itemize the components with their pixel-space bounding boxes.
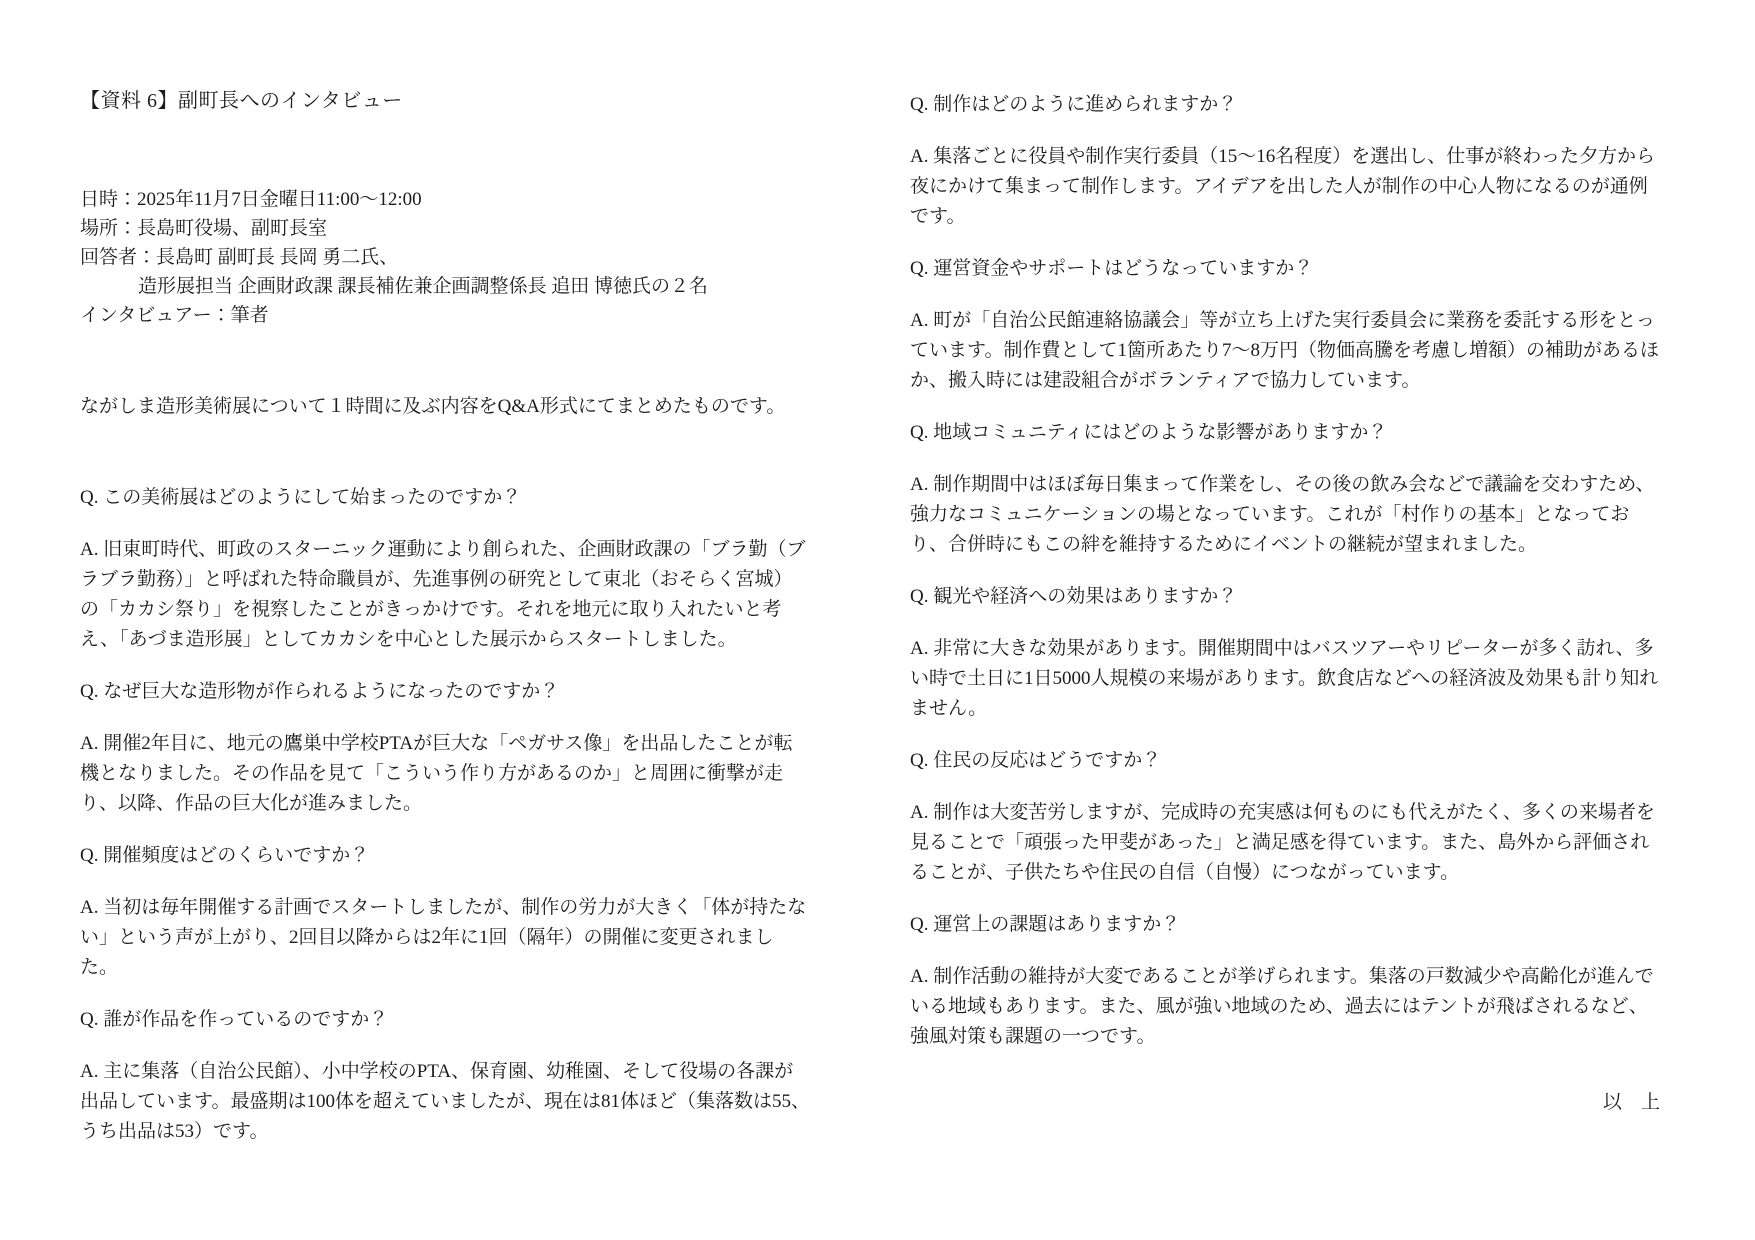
- answer-paragraph: A. 当初は毎年開催する計画でスタートしましたが、制作の労力が大きく「体が持たない」という声が上がり、2回目以降からは2年に1回（隔年）の開催に変更されました。: [80, 897, 807, 978]
- answer-paragraph: A. 旧東町時代、町政のスターニック運動により創られた、企画財政課の「ブラ勤（ブラブラ勤務）」と呼ばれた特命職員が、先進事例の研究として東北（おそらく宮城）の「カカシ祭り」を視察したことがきっかけです。それを地元に取り入れたいと考え、「あづま造形展」としてカカシを中心とした展示からスタートしました。: [80, 539, 806, 650]
- question-paragraph: Q. 制作はどのように進められますか？: [910, 94, 1238, 115]
- left-column: [80, 86, 810, 1147]
- intro-paragraph: ながしま造形美術展について１時間に及ぶ内容をQ&A形式にてまとめたものです。: [80, 396, 786, 417]
- question-paragraph: Q. 誰が作品を作っているのですか？: [80, 1009, 389, 1030]
- meta-respondents-line1: 回答者：長島町 副町長 長岡 勇二氏、: [80, 247, 399, 268]
- right-column: [910, 86, 1662, 1137]
- question-paragraph: Q. 観光や経済への効果はありますか？: [910, 586, 1238, 607]
- answer-paragraph: A. 町が「自治公民館連絡協議会」等が立ち上げた実行委員会に業務を委託する形をとっています。制作費として1箇所あたり7～8万円（物価高騰を考慮し増額）の補助があるほか、搬入時には建設組合がボランティアで協力しています。: [910, 310, 1659, 391]
- meta-interviewer: インタビュアー：筆者: [80, 305, 269, 326]
- question-paragraph: Q. 運営資金やサポートはどうなっていますか？: [910, 258, 1314, 279]
- meta-datetime: 日時：2025年11月7日金曜日11:00～12:00: [80, 189, 422, 210]
- interview-meta: [80, 185, 810, 330]
- closing-sign-off: 以 上: [1602, 1092, 1660, 1113]
- answer-paragraph: A. 制作は大変苦労しますが、完成時の充実感は何ものにも代えがたく、多くの来場者を見ることで「頑張った甲斐があった」と満足感を得ています。また、島外から評価されることが、子供たちや住民の自信（自慢）につながっています。: [910, 802, 1655, 883]
- question-paragraph: Q. 開催頻度はどのくらいですか？: [80, 845, 370, 866]
- answer-paragraph: A. 制作期間中はほぼ毎日集まって作業をし、その後の飲み会などで議論を交わすため、強力なコミュニケーションの場となっています。これが「村作りの基本」となっており、合併時にもこの絆を維持するためにイベントの継続が望まれました。: [910, 474, 1655, 555]
- question-paragraph: Q. 運営上の課題はありますか？: [910, 914, 1181, 935]
- document-title: 【資料 6】副町長へのインタビュー: [80, 90, 403, 112]
- answer-paragraph: A. 制作活動の維持が大変であることが挙げられます。集落の戸数減少や高齢化が進んでいる地域もあります。また、風が強い地域のため、過去にはテントが飛ばされるなど、強風対策も課題の一つです。: [910, 966, 1654, 1047]
- question-paragraph: Q. 住民の反応はどうですか？: [910, 750, 1162, 771]
- question-paragraph: Q. なぜ巨大な造形物が作られるようになったのですか？: [80, 681, 560, 702]
- meta-location: 場所：長島町役場、副町長室: [80, 218, 328, 239]
- answer-paragraph: A. 開催2年目に、地元の鷹巣中学校PTAが巨大な「ペガサス像」を出品したことが転機となりました。その作品を見て「こういう作り方があるのか」と周囲に衝撃が走り、以降、作品の巨大化が進みました。: [80, 733, 793, 814]
- answer-paragraph: A. 非常に大きな効果があります。開催期間中はバスツアーやリピーターが多く訪れ、多い時で土日に1日5000人規模の来場があります。飲食店などへの経済波及効果も計り知れません。: [910, 638, 1659, 719]
- answer-paragraph: A. 主に集落（自治公民館）、小中学校のPTA、保育園、幼稚園、そして役場の各課が出品しています。最盛期は100体を超えていましたが、現在は81体ほど（集落数は55、うち出品は53）です。: [80, 1061, 810, 1142]
- question-paragraph: Q. この美術展はどのようにして始まったのですか？: [80, 487, 522, 508]
- question-paragraph: Q. 地域コミュニティにはどのような影響がありますか？: [910, 422, 1388, 443]
- meta-respondents-line2: 造形展担当 企画財政課 課長補佐兼企画調整係長 追田 博徳氏の２名: [138, 276, 709, 297]
- answer-paragraph: A. 集落ごとに役員や制作実行委員（15～16名程度）を選出し、仕事が終わった夕方から夜にかけて集まって制作します。アイデアを出した人が制作の中心人物になるのが通例です。: [910, 146, 1656, 227]
